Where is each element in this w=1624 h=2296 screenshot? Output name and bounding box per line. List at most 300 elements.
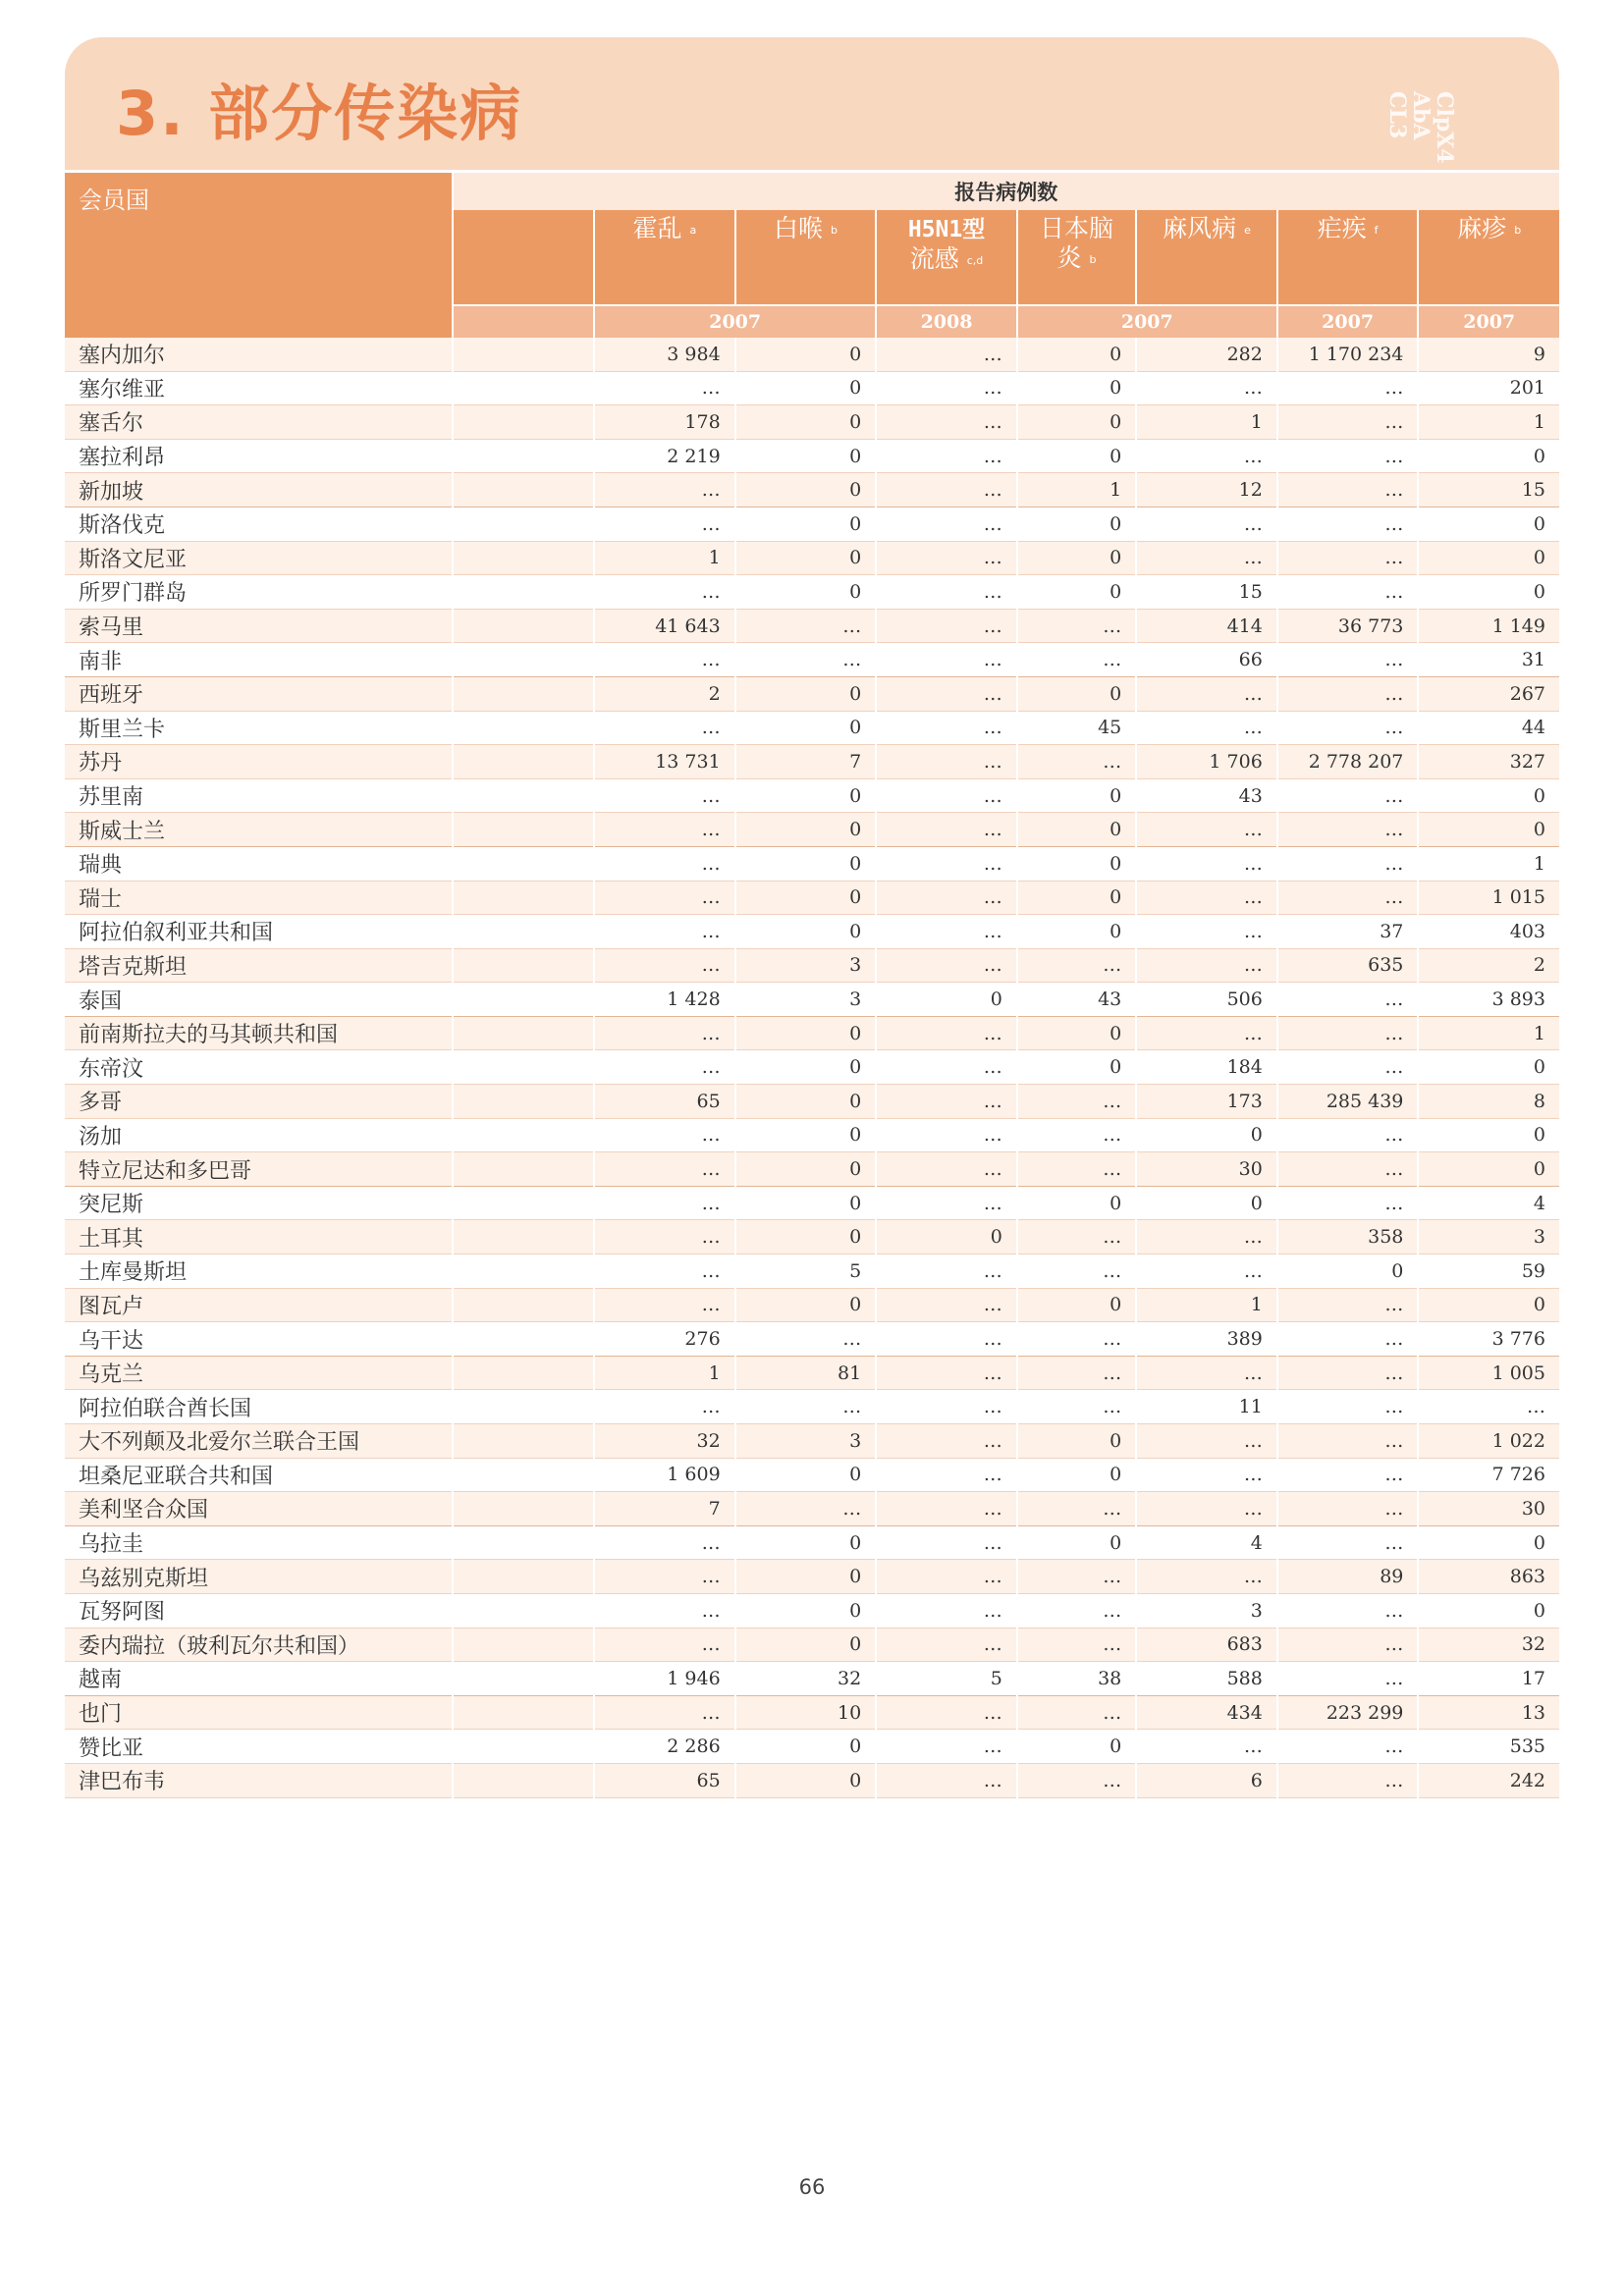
table-row: [65, 1050, 1559, 1085]
row-spacer: [453, 1560, 595, 1594]
case-count-cell: …: [1277, 1525, 1419, 1560]
case-count-cell: 45: [1017, 711, 1136, 745]
row-spacer: [453, 1186, 595, 1220]
case-count-cell: 1 428: [594, 983, 735, 1017]
row-spacer: [453, 745, 595, 779]
table-row: [65, 1288, 1559, 1322]
case-count-cell: …: [1017, 1085, 1136, 1119]
table-row: [65, 643, 1559, 677]
case-count-cell: …: [1277, 1152, 1419, 1187]
table-row: [65, 439, 1559, 473]
case-count-cell: 3: [1136, 1593, 1277, 1628]
row-spacer: [453, 507, 595, 541]
case-count-cell: 5: [735, 1255, 877, 1289]
table-row: [65, 1560, 1559, 1594]
case-count-cell: 32: [594, 1424, 735, 1459]
case-count-cell: …: [876, 1050, 1017, 1085]
case-count-cell: 1 609: [594, 1458, 735, 1492]
case-count-cell: 0: [1017, 541, 1136, 575]
case-count-cell: 0: [1017, 676, 1136, 711]
table-row: [65, 541, 1559, 575]
row-spacer: [453, 643, 595, 677]
country-name: 委内瑞拉（玻利瓦尔共和国）: [65, 1628, 453, 1662]
case-count-cell: …: [876, 1390, 1017, 1424]
case-count-cell: 3 984: [594, 338, 735, 371]
case-count-cell: …: [1136, 507, 1277, 541]
case-count-cell: …: [594, 1593, 735, 1628]
case-count-cell: 0: [1017, 846, 1136, 881]
row-spacer: [453, 1152, 595, 1187]
case-count-cell: 0: [1017, 575, 1136, 610]
row-spacer: [453, 609, 595, 643]
case-count-cell: 276: [594, 1322, 735, 1357]
country-name: 瓦努阿图: [65, 1593, 453, 1628]
column-header-h5n1-influenza: H5N1型 流感 $^{c,d}$: [876, 210, 1017, 305]
case-count-cell: …: [1136, 541, 1277, 575]
member-state-header: 会员国: [65, 173, 453, 338]
table-row: [65, 711, 1559, 745]
row-spacer: [453, 676, 595, 711]
table-row: [65, 1525, 1559, 1560]
case-count-cell: …: [1277, 405, 1419, 440]
country-name: 斯威士兰: [65, 813, 453, 847]
case-count-cell: …: [876, 846, 1017, 881]
case-count-cell: 1: [594, 1356, 735, 1390]
country-name: 突尼斯: [65, 1186, 453, 1220]
case-count-cell: 0: [735, 541, 877, 575]
table-row: [65, 1322, 1559, 1357]
case-count-cell: …: [1277, 1424, 1419, 1459]
case-count-cell: …: [876, 711, 1017, 745]
case-count-cell: 2: [594, 676, 735, 711]
case-count-cell: 1: [1017, 473, 1136, 507]
case-count-cell: 38: [1017, 1662, 1136, 1696]
row-spacer: [453, 371, 595, 405]
case-count-cell: …: [1277, 1322, 1419, 1357]
table-row: [65, 915, 1559, 949]
case-count-cell: …: [1277, 1458, 1419, 1492]
case-count-cell: 3: [735, 948, 877, 983]
case-count-cell: 0: [1136, 1186, 1277, 1220]
case-count-cell: …: [594, 1390, 735, 1424]
row-spacer: [453, 711, 595, 745]
case-count-cell: …: [594, 473, 735, 507]
country-name: 越南: [65, 1662, 453, 1696]
country-name: 乌拉圭: [65, 1525, 453, 1560]
row-spacer: [453, 1356, 595, 1390]
case-count-cell: 0: [735, 473, 877, 507]
case-count-cell: 506: [1136, 983, 1277, 1017]
row-spacer: [453, 1390, 595, 1424]
case-count-cell: 535: [1418, 1730, 1559, 1764]
case-count-cell: …: [1418, 1390, 1559, 1424]
case-count-cell: 32: [1418, 1628, 1559, 1662]
case-count-cell: 0: [735, 1085, 877, 1119]
case-count-cell: …: [1017, 1628, 1136, 1662]
case-count-cell: …: [1017, 1593, 1136, 1628]
case-count-cell: …: [1277, 1763, 1419, 1797]
page-title: 3. 部分传染病: [116, 78, 523, 149]
case-count-cell: …: [1136, 676, 1277, 711]
case-count-cell: …: [594, 1288, 735, 1322]
case-count-cell: 414: [1136, 609, 1277, 643]
column-header-diphtheria: 白喉 $^b$: [735, 210, 877, 305]
decorative-logo-text: ClpX4 AbA CL3: [1384, 91, 1457, 164]
case-count-cell: 0: [735, 1593, 877, 1628]
table-row: [65, 1763, 1559, 1797]
row-spacer: [453, 1763, 595, 1797]
case-count-cell: 2 219: [594, 439, 735, 473]
table-row: [65, 371, 1559, 405]
case-count-cell: …: [1017, 1560, 1136, 1594]
case-count-cell: 13 731: [594, 745, 735, 779]
case-count-cell: …: [594, 507, 735, 541]
case-count-cell: …: [1017, 643, 1136, 677]
case-count-cell: 13: [1418, 1695, 1559, 1730]
table-row: [65, 1424, 1559, 1459]
case-count-cell: 8: [1418, 1085, 1559, 1119]
case-count-cell: 285 439: [1277, 1085, 1419, 1119]
case-count-cell: 0: [1418, 1288, 1559, 1322]
case-count-cell: …: [876, 1763, 1017, 1797]
case-count-cell: …: [1017, 1322, 1136, 1357]
case-count-cell: 0: [735, 915, 877, 949]
case-count-cell: 223 299: [1277, 1695, 1419, 1730]
case-count-cell: …: [1017, 1492, 1136, 1526]
case-count-cell: …: [1277, 1118, 1419, 1152]
case-count-cell: …: [1277, 1186, 1419, 1220]
case-count-cell: 0: [1017, 1050, 1136, 1085]
case-count-cell: 5: [876, 1662, 1017, 1696]
case-count-cell: 0: [735, 1118, 877, 1152]
country-name: 斯洛伐克: [65, 507, 453, 541]
table-row: [65, 1085, 1559, 1119]
case-count-cell: …: [1277, 643, 1419, 677]
case-count-cell: …: [876, 609, 1017, 643]
table-row: [65, 507, 1559, 541]
case-count-cell: …: [876, 405, 1017, 440]
row-spacer: [453, 948, 595, 983]
table-row: [65, 1220, 1559, 1255]
table-row: [65, 1695, 1559, 1730]
case-count-cell: 0: [735, 1016, 877, 1050]
table-row: [65, 1255, 1559, 1289]
case-count-cell: …: [876, 541, 1017, 575]
row-spacer: [453, 778, 595, 813]
country-name: 土库曼斯坦: [65, 1255, 453, 1289]
case-count-cell: 0: [1017, 1424, 1136, 1459]
case-count-cell: …: [876, 745, 1017, 779]
row-spacer: [453, 541, 595, 575]
row-spacer: [453, 983, 595, 1017]
case-count-cell: 32: [735, 1662, 877, 1696]
case-count-cell: 0: [876, 983, 1017, 1017]
header-spacer: [453, 210, 595, 305]
row-spacer: [453, 439, 595, 473]
case-count-cell: 683: [1136, 1628, 1277, 1662]
case-count-cell: …: [1277, 1730, 1419, 1764]
row-spacer: [453, 1050, 595, 1085]
case-count-cell: …: [594, 643, 735, 677]
case-count-cell: …: [876, 881, 1017, 915]
case-count-cell: …: [594, 1152, 735, 1187]
case-count-cell: 0: [1017, 915, 1136, 949]
case-count-cell: 0: [735, 813, 877, 847]
row-spacer: [453, 1628, 595, 1662]
case-count-cell: 0: [735, 405, 877, 440]
case-count-cell: 65: [594, 1085, 735, 1119]
case-count-cell: 0: [735, 338, 877, 371]
column-header-japanese-encephalitis: 日本脑 炎 $^b$: [1017, 210, 1136, 305]
case-count-cell: …: [1017, 609, 1136, 643]
country-name: 汤加: [65, 1118, 453, 1152]
row-spacer: [453, 1662, 595, 1696]
country-name: 乌干达: [65, 1322, 453, 1357]
case-count-cell: 30: [1136, 1152, 1277, 1187]
case-count-cell: …: [1277, 711, 1419, 745]
case-count-cell: 43: [1136, 778, 1277, 813]
country-name: 东帝汶: [65, 1050, 453, 1085]
row-spacer: [453, 405, 595, 440]
case-count-cell: …: [594, 711, 735, 745]
case-count-cell: 59: [1418, 1255, 1559, 1289]
case-count-cell: 0: [735, 575, 877, 610]
table-row: [65, 1186, 1559, 1220]
case-count-cell: 0: [735, 846, 877, 881]
case-count-cell: …: [876, 371, 1017, 405]
case-count-cell: 327: [1418, 745, 1559, 779]
case-count-cell: 0: [1017, 813, 1136, 847]
case-count-cell: 37: [1277, 915, 1419, 949]
page-number: 66: [798, 2175, 826, 2199]
case-count-cell: …: [1017, 1763, 1136, 1797]
case-count-cell: 0: [1017, 439, 1136, 473]
case-count-cell: …: [876, 1695, 1017, 1730]
year-spacer: [453, 305, 595, 338]
case-count-cell: 389: [1136, 1322, 1277, 1357]
case-count-cell: 0: [1017, 881, 1136, 915]
row-spacer: [453, 1458, 595, 1492]
row-spacer: [453, 1695, 595, 1730]
case-count-cell: …: [1136, 1016, 1277, 1050]
case-count-cell: …: [1017, 745, 1136, 779]
country-name: 塞尔维亚: [65, 371, 453, 405]
country-name: 所罗门群岛: [65, 575, 453, 610]
case-count-cell: …: [594, 881, 735, 915]
table-row: [65, 745, 1559, 779]
case-count-cell: 173: [1136, 1085, 1277, 1119]
section-banner: [65, 37, 1559, 170]
case-count-cell: …: [1277, 371, 1419, 405]
country-name: 苏里南: [65, 778, 453, 813]
reported-cases-header: 报告病例数: [453, 173, 1559, 210]
case-count-cell: …: [876, 1424, 1017, 1459]
case-count-cell: …: [1136, 1492, 1277, 1526]
case-count-cell: …: [594, 778, 735, 813]
case-count-cell: …: [1277, 1016, 1419, 1050]
case-count-cell: 0: [1017, 1525, 1136, 1560]
case-count-cell: 0: [1017, 1186, 1136, 1220]
case-count-cell: 0: [1418, 1118, 1559, 1152]
table-row: [65, 1730, 1559, 1764]
case-count-cell: …: [1277, 1050, 1419, 1085]
case-count-cell: …: [1136, 1730, 1277, 1764]
country-name: 塞舌尔: [65, 405, 453, 440]
table-body: [65, 338, 1559, 1797]
column-header-malaria: 疟疾 $^f$: [1277, 210, 1419, 305]
table-row: [65, 1356, 1559, 1390]
case-count-cell: …: [594, 1628, 735, 1662]
case-count-cell: 12: [1136, 473, 1277, 507]
case-count-cell: …: [876, 1016, 1017, 1050]
case-count-cell: 3: [735, 983, 877, 1017]
country-name: 多哥: [65, 1085, 453, 1119]
case-count-cell: …: [594, 1560, 735, 1594]
table-row: [65, 609, 1559, 643]
table-row: [65, 1492, 1559, 1526]
case-count-cell: …: [1136, 711, 1277, 745]
country-name: 新加坡: [65, 473, 453, 507]
row-spacer: [453, 473, 595, 507]
case-count-cell: 3: [735, 1424, 877, 1459]
case-count-cell: 0: [1017, 371, 1136, 405]
case-count-cell: …: [876, 575, 1017, 610]
case-count-cell: 403: [1418, 915, 1559, 949]
case-count-cell: …: [1277, 881, 1419, 915]
case-count-cell: 66: [1136, 643, 1277, 677]
case-count-cell: …: [1277, 813, 1419, 847]
case-count-cell: …: [876, 643, 1017, 677]
case-count-cell: …: [1277, 1628, 1419, 1662]
case-count-cell: 0: [1418, 1050, 1559, 1085]
country-name: 西班牙: [65, 676, 453, 711]
case-count-cell: …: [735, 1390, 877, 1424]
case-count-cell: 0: [1017, 507, 1136, 541]
case-count-cell: …: [1017, 1390, 1136, 1424]
case-count-cell: 0: [1017, 778, 1136, 813]
case-count-cell: …: [1277, 1662, 1419, 1696]
case-count-cell: …: [1017, 1152, 1136, 1187]
case-count-cell: 178: [594, 405, 735, 440]
case-count-cell: 0: [1017, 405, 1136, 440]
table-row: [65, 846, 1559, 881]
case-count-cell: …: [1136, 1220, 1277, 1255]
case-count-cell: …: [594, 1255, 735, 1289]
case-count-cell: …: [1277, 541, 1419, 575]
table-row: [65, 1016, 1559, 1050]
case-count-cell: 3 893: [1418, 983, 1559, 1017]
country-name: 索马里: [65, 609, 453, 643]
case-count-cell: 4: [1418, 1186, 1559, 1220]
case-count-cell: 4: [1136, 1525, 1277, 1560]
case-count-cell: …: [735, 1322, 877, 1357]
table-row: [65, 1152, 1559, 1187]
column-header-cholera: 霍乱 $^a$: [594, 210, 735, 305]
case-count-cell: …: [876, 1288, 1017, 1322]
case-count-cell: 1: [1418, 846, 1559, 881]
case-count-cell: 0: [1017, 1288, 1136, 1322]
country-name: 阿拉伯叙利亚共和国: [65, 915, 453, 949]
case-count-cell: …: [876, 915, 1017, 949]
case-count-cell: …: [1277, 575, 1419, 610]
case-count-cell: …: [594, 1220, 735, 1255]
case-count-cell: …: [876, 1322, 1017, 1357]
case-count-cell: …: [1277, 983, 1419, 1017]
case-count-cell: …: [594, 948, 735, 983]
case-count-cell: …: [876, 1628, 1017, 1662]
case-count-cell: …: [1136, 915, 1277, 949]
year-label: 2007: [1418, 305, 1559, 338]
case-count-cell: …: [876, 1458, 1017, 1492]
table-row: [65, 676, 1559, 711]
case-count-cell: 6: [1136, 1763, 1277, 1797]
country-name: 苏丹: [65, 745, 453, 779]
case-count-cell: 15: [1136, 575, 1277, 610]
row-spacer: [453, 1288, 595, 1322]
case-count-cell: 0: [735, 1763, 877, 1797]
country-name: 津巴布韦: [65, 1763, 453, 1797]
case-count-cell: …: [1277, 676, 1419, 711]
case-count-cell: …: [594, 1525, 735, 1560]
country-name: 坦桑尼亚联合共和国: [65, 1458, 453, 1492]
case-count-cell: 358: [1277, 1220, 1419, 1255]
case-count-cell: …: [594, 1186, 735, 1220]
case-count-cell: 2 778 207: [1277, 745, 1419, 779]
case-count-cell: …: [1136, 1255, 1277, 1289]
case-count-cell: …: [1277, 1593, 1419, 1628]
case-count-cell: …: [1136, 1560, 1277, 1594]
case-count-cell: …: [594, 371, 735, 405]
case-count-cell: 434: [1136, 1695, 1277, 1730]
case-count-cell: …: [876, 1255, 1017, 1289]
case-count-cell: …: [1017, 1695, 1136, 1730]
year-label: 2007: [1277, 305, 1419, 338]
case-count-cell: 863: [1418, 1560, 1559, 1594]
row-spacer: [453, 1220, 595, 1255]
country-name: 塞拉利昂: [65, 439, 453, 473]
table-row: [65, 1390, 1559, 1424]
country-name: 也门: [65, 1695, 453, 1730]
case-count-cell: 1: [1136, 1288, 1277, 1322]
row-spacer: [453, 1016, 595, 1050]
case-count-cell: …: [876, 1593, 1017, 1628]
case-count-cell: 43: [1017, 983, 1136, 1017]
case-count-cell: …: [1136, 371, 1277, 405]
case-count-cell: 1 946: [594, 1662, 735, 1696]
case-count-cell: …: [876, 1560, 1017, 1594]
case-count-cell: 0: [1017, 1730, 1136, 1764]
case-count-cell: 1 149: [1418, 609, 1559, 643]
case-count-cell: 0: [735, 1152, 877, 1187]
case-count-cell: …: [876, 778, 1017, 813]
case-count-cell: 1 022: [1418, 1424, 1559, 1459]
case-count-cell: 0: [1418, 541, 1559, 575]
year-label: 2008: [876, 305, 1017, 338]
case-count-cell: 184: [1136, 1050, 1277, 1085]
case-count-cell: …: [876, 338, 1017, 371]
case-count-cell: …: [1277, 778, 1419, 813]
case-count-cell: …: [735, 643, 877, 677]
case-count-cell: 0: [1017, 338, 1136, 371]
row-spacer: [453, 1593, 595, 1628]
case-count-cell: …: [876, 1356, 1017, 1390]
country-name: 乌克兰: [65, 1356, 453, 1390]
case-count-cell: 201: [1418, 371, 1559, 405]
case-count-cell: …: [876, 676, 1017, 711]
case-count-cell: 0: [735, 1050, 877, 1085]
year-label: 2007: [594, 305, 876, 338]
country-name: 乌兹别克斯坦: [65, 1560, 453, 1594]
